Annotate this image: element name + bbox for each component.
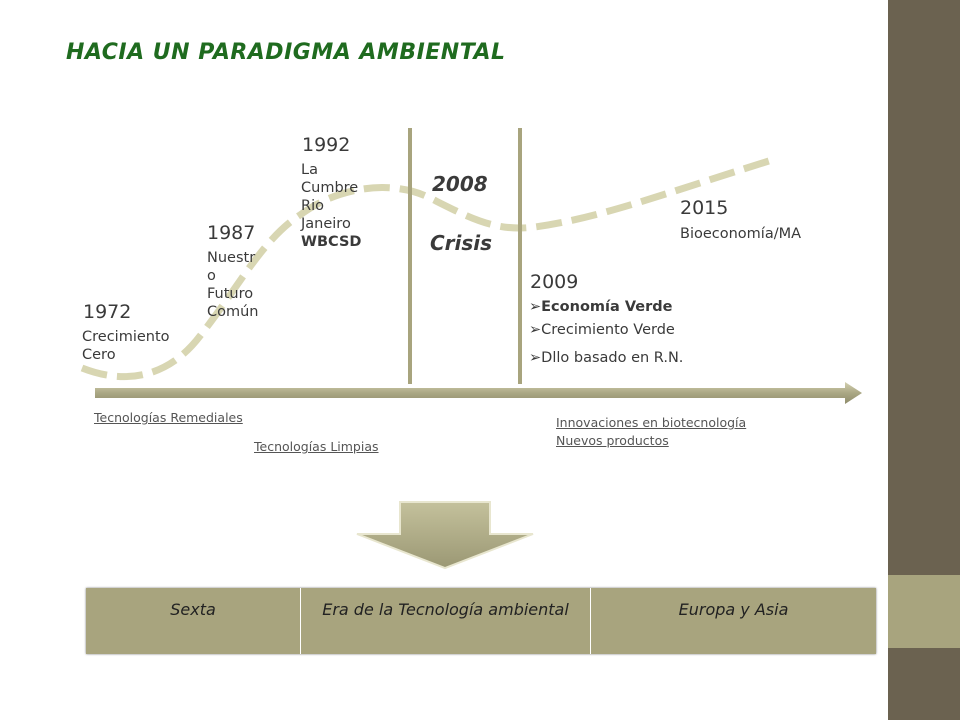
bullet-dllo-rn: [529, 350, 683, 366]
timeline-arrow: [95, 382, 862, 404]
label-1992: [301, 161, 361, 251]
bullet-text-3: Dllo basado en R.N.: [541, 350, 684, 366]
label-1987-line-4: Común: [207, 304, 259, 320]
label-1972: [82, 328, 170, 364]
label-2015: Bioeconomía/MA: [680, 226, 802, 242]
label-1987-line-1: Nuestr: [207, 250, 256, 266]
table-cell-region: Europa y Asia: [678, 600, 789, 619]
year-1972: 1972: [83, 301, 132, 323]
label-1987: [207, 249, 259, 321]
year-1987: 1987: [207, 222, 256, 244]
bullet-text-2: Crecimiento Verde: [541, 322, 675, 338]
bullet-crecimiento-verde: [529, 322, 675, 338]
crisis-label: Crisis: [430, 231, 493, 255]
label-1992-line-3: Rio: [301, 198, 324, 214]
label-1992-line-2: Cumbre: [301, 180, 359, 196]
sidebar-band-top: [888, 0, 960, 575]
sidebar-band-bottom: [888, 648, 960, 720]
bullet-text-1: Economía Verde: [541, 299, 673, 315]
label-1992-wbcsd: WBCSD: [301, 234, 362, 250]
arrow-bullet-icon: ➢: [529, 350, 542, 366]
link-innovaciones-biotecnologia[interactable]: Innovaciones en biotecnología: [556, 415, 747, 430]
bullet-economia-verde: [529, 299, 672, 315]
label-1987-line-2: o: [207, 268, 216, 284]
year-2009: 2009: [530, 271, 579, 293]
table-cell-era-number: Sexta: [86, 588, 301, 654]
link-nuevos-productos[interactable]: Nuevos productos: [556, 433, 669, 448]
label-1972-line-2: Cero: [82, 347, 116, 363]
label-1992-line-4: Janeiro: [301, 216, 351, 232]
slide-title: HACIA UN PARADIGMA AMBIENTAL: [66, 40, 506, 65]
label-1992-line-1: La: [301, 162, 318, 178]
trend-curve: [82, 160, 772, 377]
label-1987-line-3: Futuro: [207, 286, 254, 302]
year-2015: 2015: [680, 197, 729, 219]
down-arrow: [357, 502, 533, 568]
arrow-bullet-icon: ➢: [529, 322, 542, 338]
sidebar-band-middle: [888, 575, 960, 648]
summary-table-row: [86, 588, 876, 654]
label-1972-line-1: Crecimiento: [82, 329, 170, 345]
link-tecnologias-limpias[interactable]: Tecnologías Limpias: [254, 439, 379, 454]
year-1992: 1992: [302, 134, 351, 156]
link-tecnologias-remediales[interactable]: Tecnologías Remediales: [94, 410, 243, 425]
arrow-bullet-icon: ➢: [529, 299, 542, 315]
table-cell-era-name: Era de la Tecnología ambiental: [301, 588, 591, 654]
year-2008: 2008: [432, 172, 488, 196]
